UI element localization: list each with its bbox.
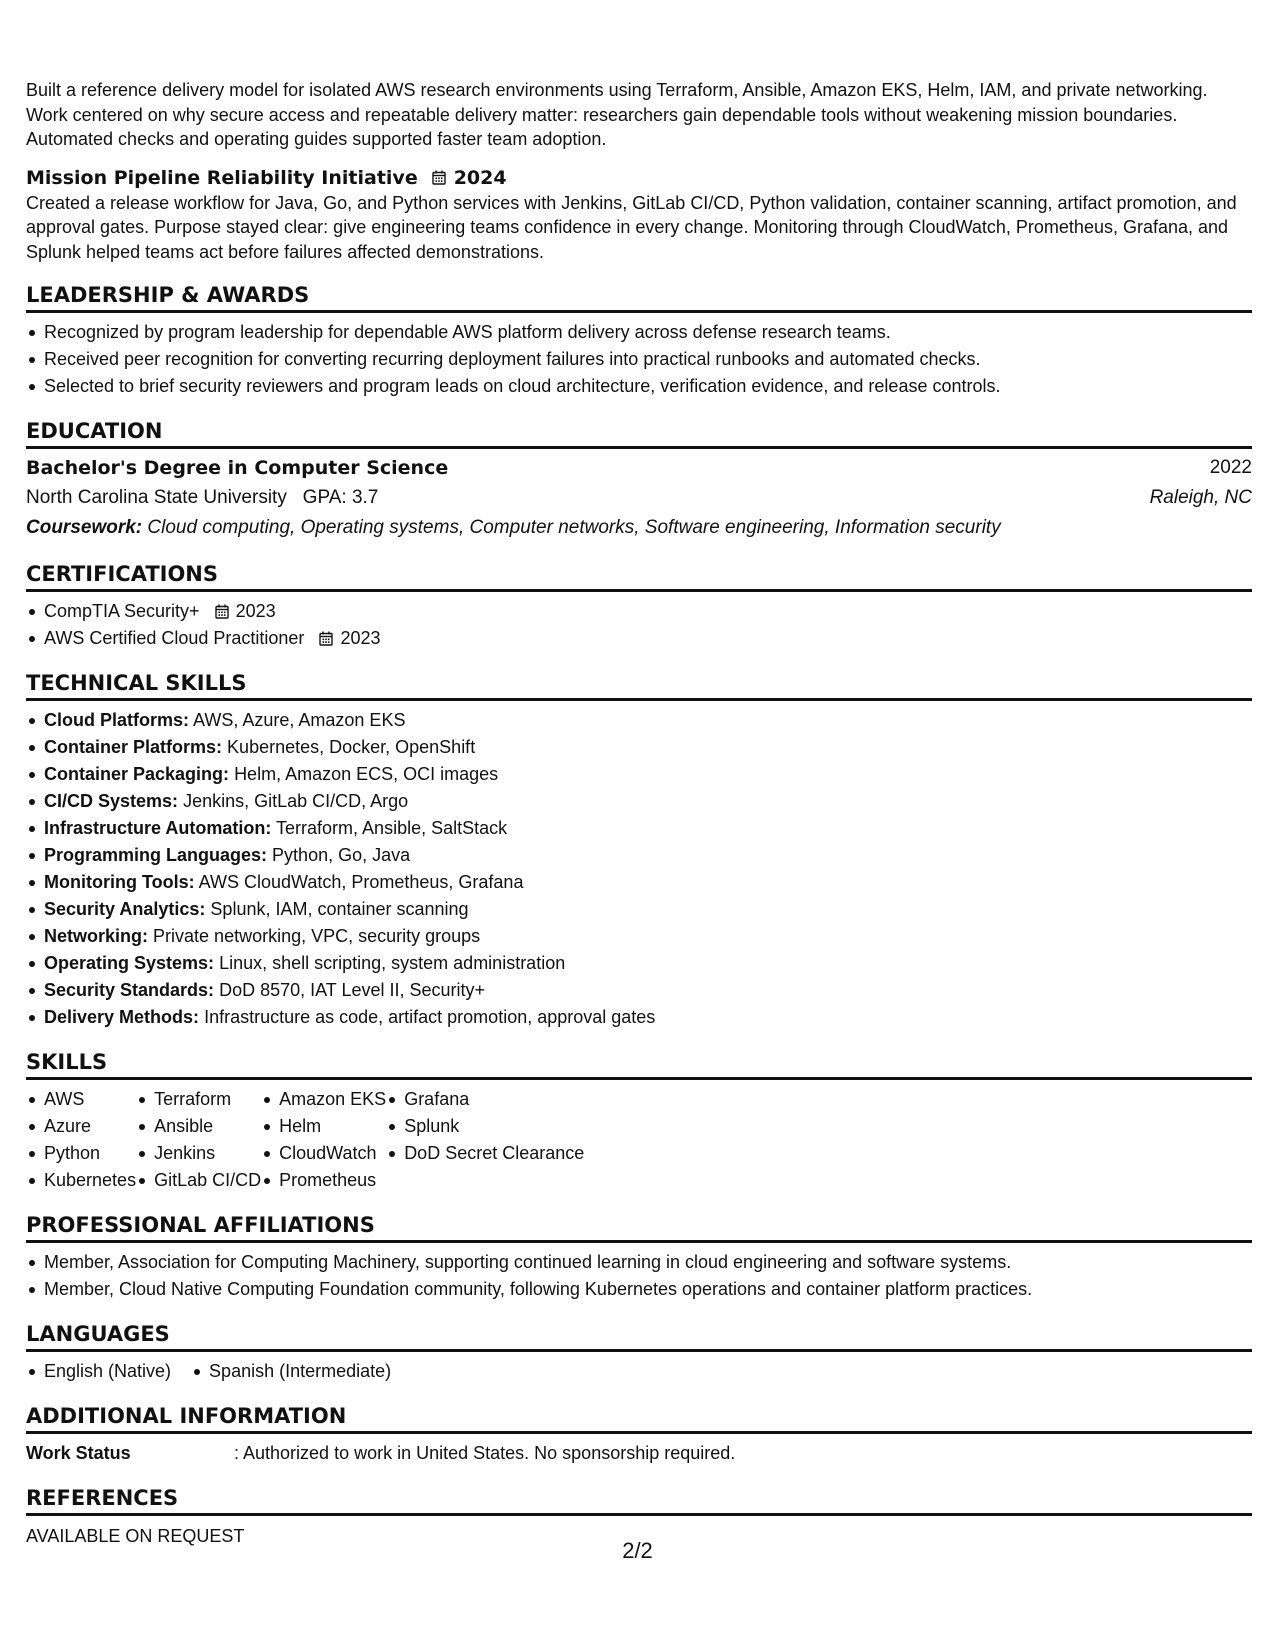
skill-label: Container Platforms: [44, 737, 223, 757]
skill-label: Operating Systems: [44, 953, 215, 973]
skill-label: Monitoring Tools: [44, 872, 195, 892]
list-item [26, 977, 1252, 1004]
list-item [26, 1004, 1252, 1031]
coursework-list: Cloud computing, Operating systems, Computer networks, Software engineering, Information security [147, 517, 1001, 538]
list-item [26, 761, 1252, 788]
skill-label: Container Packaging: [44, 764, 230, 784]
section-heading: EDUCATION [26, 418, 1252, 449]
work-status-value: : Authorized to work in United States. No sponsorship required. [234, 1443, 736, 1463]
list-item [26, 625, 1252, 652]
section-heading: ADDITIONAL INFORMATION [26, 1403, 1252, 1434]
skills-column [136, 1086, 261, 1194]
section-heading: TECHNICAL SKILLS [26, 670, 1252, 701]
list-item [26, 815, 1252, 842]
skill-value: Helm, Amazon ECS, OCI images [234, 764, 499, 784]
skills-column [386, 1086, 584, 1194]
cert-year: 2023 [235, 601, 276, 621]
education-degree-row [26, 453, 1252, 483]
skill-value: Private networking, VPC, security groups [153, 926, 481, 946]
project-title-row [26, 165, 1252, 191]
list-item: Jenkins [136, 1140, 261, 1167]
list-item: Grafana [386, 1086, 584, 1113]
skill-label: Security Analytics: [44, 899, 206, 919]
work-status-label: Work Status [26, 1443, 131, 1463]
education-section [26, 418, 1252, 543]
list-item: GitLab CI/CD [136, 1167, 261, 1194]
skill-label: Infrastructure Automation: [44, 818, 272, 838]
list-item: English (Native) [26, 1358, 171, 1385]
technical-skills-section [26, 670, 1252, 1031]
skill-value: Linux, shell scripting, system administration [219, 953, 566, 973]
list-item: Recognized by program leadership for dependable AWS platform delivery across defense research teams. [26, 319, 1252, 346]
certifications-section [26, 561, 1252, 652]
list-item [26, 734, 1252, 761]
skill-value: DoD 8570, IAT Level II, Security+ [219, 980, 486, 1000]
calendar-icon [319, 631, 333, 646]
list-item: Splunk [386, 1113, 584, 1140]
gpa: GPA: 3.7 [302, 487, 379, 508]
certifications-list [26, 598, 1252, 652]
languages-list [26, 1358, 1252, 1385]
list-item: Member, Association for Computing Machinery, supporting continued learning in cloud engineering and software systems. [26, 1249, 1252, 1276]
skill-value: Kubernetes, Docker, OpenShift [227, 737, 476, 757]
coursework-label: Coursework: [26, 517, 143, 538]
leadership-section [26, 282, 1252, 400]
section-heading: CERTIFICATIONS [26, 561, 1252, 592]
languages-section [26, 1321, 1252, 1385]
skill-label: Delivery Methods: [44, 1007, 200, 1027]
project-description: Created a release workflow for Java, Go, and Python services with Jenkins, GitLab CI/CD, Python validation, container scanning, artifact promotion, and approval gates. Purpose stayed clear: give engineering teams confidence in every change. Monitoring through CloudWatch, Prometheus, Grafana, and Splunk helped teams act before failures affected demonstrations. [26, 192, 1237, 262]
skill-label: Cloud Platforms: [44, 710, 190, 730]
skills-section [26, 1049, 1252, 1194]
list-item: Python [26, 1140, 136, 1167]
skill-value: Python, Go, Java [272, 845, 411, 865]
skill-value: Splunk, IAM, container scanning [210, 899, 469, 919]
additional-info-section [26, 1403, 1252, 1467]
references-text: AVAILABLE ON REQUEST [26, 1526, 245, 1546]
section-heading: LANGUAGES [26, 1321, 1252, 1352]
list-item: Prometheus [261, 1167, 386, 1194]
list-item: Kubernetes [26, 1167, 136, 1194]
degree-title: Bachelor's Degree in Computer Science [26, 457, 449, 479]
cert-name: AWS Certified Cloud Practitioner [44, 628, 305, 648]
list-item: Received peer recognition for converting recurring deployment failures into practical runbooks and automated checks. [26, 346, 1252, 373]
list-item: Member, Cloud Native Computing Foundation community, following Kubernetes operations and container platform practices. [26, 1276, 1252, 1303]
list-item: Azure [26, 1113, 136, 1140]
list-item [26, 923, 1252, 950]
cert-name: CompTIA Security+ [44, 601, 200, 621]
skill-value: Jenkins, GitLab CI/CD, Argo [183, 791, 409, 811]
skill-label: Networking: [44, 926, 149, 946]
skills-grid [26, 1086, 1252, 1194]
school-location: Raleigh, NC [1149, 487, 1252, 508]
list-item [26, 869, 1252, 896]
coursework [26, 513, 1252, 543]
section-heading: REFERENCES [26, 1485, 1252, 1516]
list-item: Selected to brief security reviewers and program leads on cloud architecture, verification evidence, and release controls. [26, 373, 1252, 400]
section-heading: SKILLS [26, 1049, 1252, 1080]
list-item: Spanish (Intermediate) [191, 1358, 391, 1385]
skills-column [26, 1086, 136, 1194]
degree-year: 2022 [1209, 457, 1252, 478]
school-name: North Carolina State University [26, 487, 287, 508]
list-item: AWS [26, 1086, 136, 1113]
section-heading: PROFESSIONAL AFFILIATIONS [26, 1212, 1252, 1243]
list-item [26, 842, 1252, 869]
skill-label: Security Standards: [44, 980, 215, 1000]
leadership-list [26, 319, 1252, 400]
list-item: DoD Secret Clearance [386, 1140, 584, 1167]
affiliations-section [26, 1212, 1252, 1303]
list-item: Terraform [136, 1086, 261, 1113]
page-number: 2/2 [622, 1538, 653, 1563]
list-item: Ansible [136, 1113, 261, 1140]
list-item: Amazon EKS [261, 1086, 386, 1113]
skills-column [261, 1086, 386, 1194]
education-school-row [26, 483, 1252, 513]
list-item: CloudWatch [261, 1140, 386, 1167]
calendar-icon [215, 604, 229, 619]
skill-value: Infrastructure as code, artifact promotion, approval gates [204, 1007, 656, 1027]
project-title: Mission Pipeline Reliability Initiative [26, 166, 418, 189]
skill-value: AWS CloudWatch, Prometheus, Grafana [198, 872, 524, 892]
list-item [26, 707, 1252, 734]
intro-paragraph: Built a reference delivery model for isolated AWS research environments using Terraform, Ansible, Amazon EKS, Helm, IAM, and private networking. Work centered on why secure access and repeatable delivery matter: researchers gain dependable tools without weakening mission boundaries. Automated checks and operating guides supported faster team adoption. [26, 80, 1208, 149]
list-item [26, 896, 1252, 923]
resume-page [26, 78, 1252, 1548]
list-item [26, 598, 1252, 625]
affiliations-list [26, 1249, 1252, 1303]
section-heading: LEADERSHIP & AWARDS [26, 282, 1252, 313]
skill-value: AWS, Azure, Amazon EKS [193, 710, 406, 730]
list-item: Helm [261, 1113, 386, 1140]
skill-label: CI/CD Systems: [44, 791, 179, 811]
project-year: 2024 [453, 166, 507, 189]
list-item [26, 788, 1252, 815]
cert-year: 2023 [340, 628, 381, 648]
skill-value: Terraform, Ansible, SaltStack [276, 818, 508, 838]
technical-skills-list [26, 707, 1252, 1031]
work-status-row [26, 1440, 1252, 1467]
calendar-icon [432, 170, 446, 185]
list-item [26, 950, 1252, 977]
skill-label: Programming Languages: [44, 845, 268, 865]
